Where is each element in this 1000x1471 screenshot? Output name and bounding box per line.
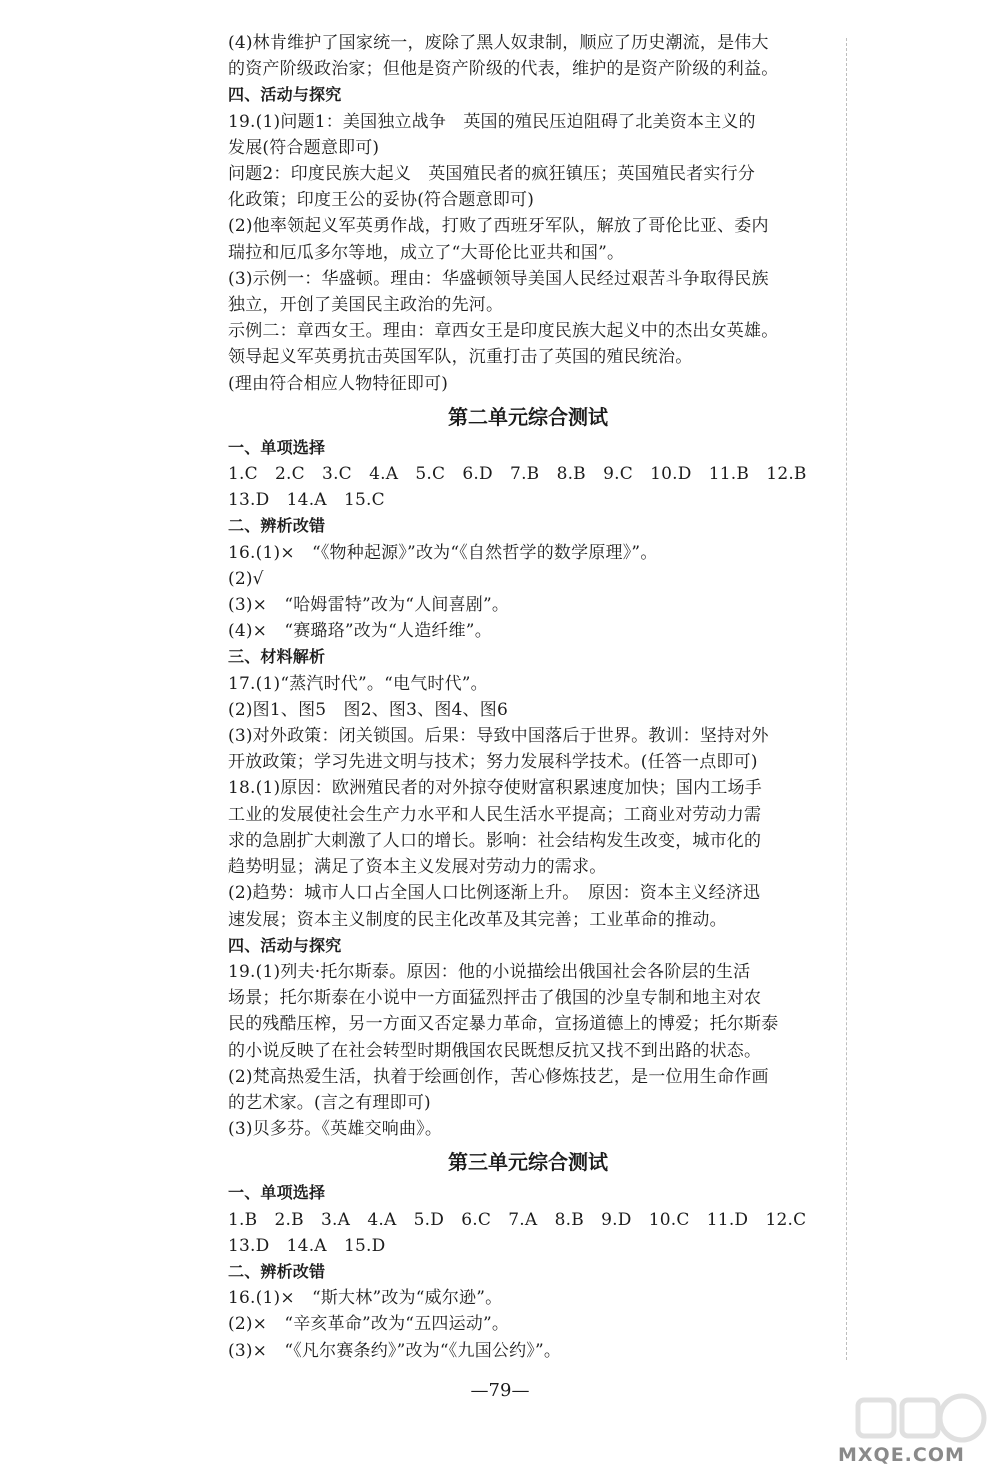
text-line: (2)梵高热爱生活，执着于绘画创作，苦心修炼技艺，是一位用生命作画 bbox=[228, 1066, 769, 1087]
text-line: (2)趋势：城市人口占全国人口比例逐渐上升。 原因：资本主义经济迅 bbox=[228, 883, 761, 904]
answer-page bbox=[228, 30, 828, 1364]
text-line: 发展(符合题意即可) bbox=[228, 137, 380, 158]
text-line: (4)× “赛璐珞”改为“人造纤维”。 bbox=[228, 621, 492, 642]
text-line: 工业的发展使社会生产力水平和人民生活水平提高；工商业对劳动力需 bbox=[228, 804, 762, 825]
text-line: (3)贝多芬。《英雄交响曲》。 bbox=[228, 1119, 443, 1140]
text-line: 求的急剧扩大刺激了人口的增长。影响：社会结构发生改变，城市化的 bbox=[228, 830, 762, 851]
text-line: 场景；托尔斯泰在小说中一方面猛烈抨击了俄国的沙皇专制和地主对农 bbox=[228, 988, 762, 1009]
text-line: 19.(1)问题1：美国独立战争 英国的殖民压迫阻碍了北美资本主义的 bbox=[228, 111, 756, 132]
text-line: (3)× “《凡尔赛条约》”改为“《九国公约》”。 bbox=[228, 1340, 562, 1361]
unit-title: 第三单元综合测试 bbox=[448, 1150, 608, 1175]
text-line: 16.(1)× “斯大林”改为“威尔逊”。 bbox=[228, 1288, 503, 1309]
text-line: 化政策；印度王公的妥协(符合题意即可) bbox=[228, 190, 535, 211]
text-line: (2)他率领起义军英勇作战，打败了西班牙军队，解放了哥伦比亚、委内 bbox=[228, 216, 769, 237]
text-line: 的艺术家。(言之有理即可) bbox=[228, 1092, 431, 1113]
text-line: (3)示例一：华盛顿。理由：华盛顿领导美国人民经过艰苦斗争取得民族 bbox=[228, 268, 769, 289]
text-line: 民的残酷压榨，另一方面又否定暴力革命，宣扬道德上的博爱；托尔斯泰 bbox=[228, 1014, 779, 1035]
text-line: (3)× “哈姆雷特”改为“人间喜剧”。 bbox=[228, 595, 510, 616]
section-heading: 四、活动与探究 bbox=[228, 935, 342, 955]
text-line: (4)林肯维护了国家统一，废除了黑人奴隶制，顺应了历史潮流，是伟大 bbox=[228, 33, 769, 53]
text-line: 独立，开创了美国民主政治的先河。 bbox=[228, 295, 504, 316]
section-heading: 三、材料解析 bbox=[228, 647, 326, 667]
answer-key-line: 1.B 2.B 3.A 4.A 5.D 6.C 7.A 8.B 9.D 10.C 11.D 12.C bbox=[228, 1209, 807, 1230]
text-line: 问题2：印度民族大起义 英国殖民者的疯狂镇压；英国殖民者实行分 bbox=[228, 164, 756, 185]
text-line: 示例二：章西女王。理由：章西女王是印度民族大起义中的杰出女英雄。 bbox=[228, 321, 779, 342]
text-line: (2)× “辛亥革命”改为“五四运动”。 bbox=[228, 1314, 510, 1335]
text-line: 开放政策；学习先进文明与技术；努力发展科学技术。(任答一点即可) bbox=[228, 752, 758, 773]
text-line: 瑞拉和厄瓜多尔等地，成立了“大哥伦比亚共和国”。 bbox=[228, 242, 625, 263]
text-line: 19.(1)列夫·托尔斯泰。原因：他的小说描绘出俄国社会各阶层的生活 bbox=[228, 961, 751, 982]
section-heading: 二、辨析改错 bbox=[228, 1261, 326, 1281]
text-line: 18.(1)原因：欧洲殖民者的对外掠夺使财富积累速度加快；国内工场手 bbox=[228, 778, 762, 799]
page-number: —79— bbox=[470, 1380, 530, 1401]
answer-key-line: 13.D 14.A 15.C bbox=[228, 490, 385, 511]
text-line: 趋势明显；满足了资本主义发展对劳动力的需求。 bbox=[228, 857, 607, 878]
text-line: (理由符合相应人物特征即可) bbox=[228, 373, 449, 394]
section-heading: 四、活动与探究 bbox=[228, 85, 342, 105]
text-line: 的小说反映了在社会转型时期俄国农民既想反抗又找不到出路的状态。 bbox=[228, 1040, 762, 1061]
section-heading: 一、单项选择 bbox=[228, 437, 326, 457]
text-line: 速发展；资本主义制度的民主化改革及其完善；工业革命的推动。 bbox=[228, 909, 727, 930]
text-line: (2)√ bbox=[228, 568, 264, 589]
text-line: (3)对外政策：闭关锁国。后果：导致中国落后于世界。教训：坚持对外 bbox=[228, 726, 769, 747]
text-line: (2)图1、图5 图2、图3、图4、图6 bbox=[228, 699, 508, 720]
text-line: 领导起义军英勇抗击英国军队，沉重打击了英国的殖民统治。 bbox=[228, 347, 693, 368]
margin-rule bbox=[846, 38, 847, 1360]
section-heading: 一、单项选择 bbox=[228, 1183, 326, 1203]
answer-key-line: 1.C 2.C 3.C 4.A 5.C 6.D 7.B 8.B 9.C 10.D 11.B 12.B bbox=[228, 464, 807, 485]
text-line: 16.(1)× “《物种起源》”改为“《自然哲学的数学原理》”。 bbox=[228, 542, 658, 563]
unit-title: 第二单元综合测试 bbox=[448, 404, 608, 429]
watermark-text: MXQE.COM bbox=[838, 1444, 965, 1466]
text-line: 17.(1)“蒸汽时代”。“电气时代”。 bbox=[228, 673, 488, 694]
text-line: 的资产阶级政治家；但他是资产阶级的代表，维护的是资产阶级的利益。 bbox=[228, 59, 779, 80]
answer-key-line: 13.D 14.A 15.D bbox=[228, 1235, 386, 1256]
section-heading: 二、辨析改错 bbox=[228, 516, 326, 536]
